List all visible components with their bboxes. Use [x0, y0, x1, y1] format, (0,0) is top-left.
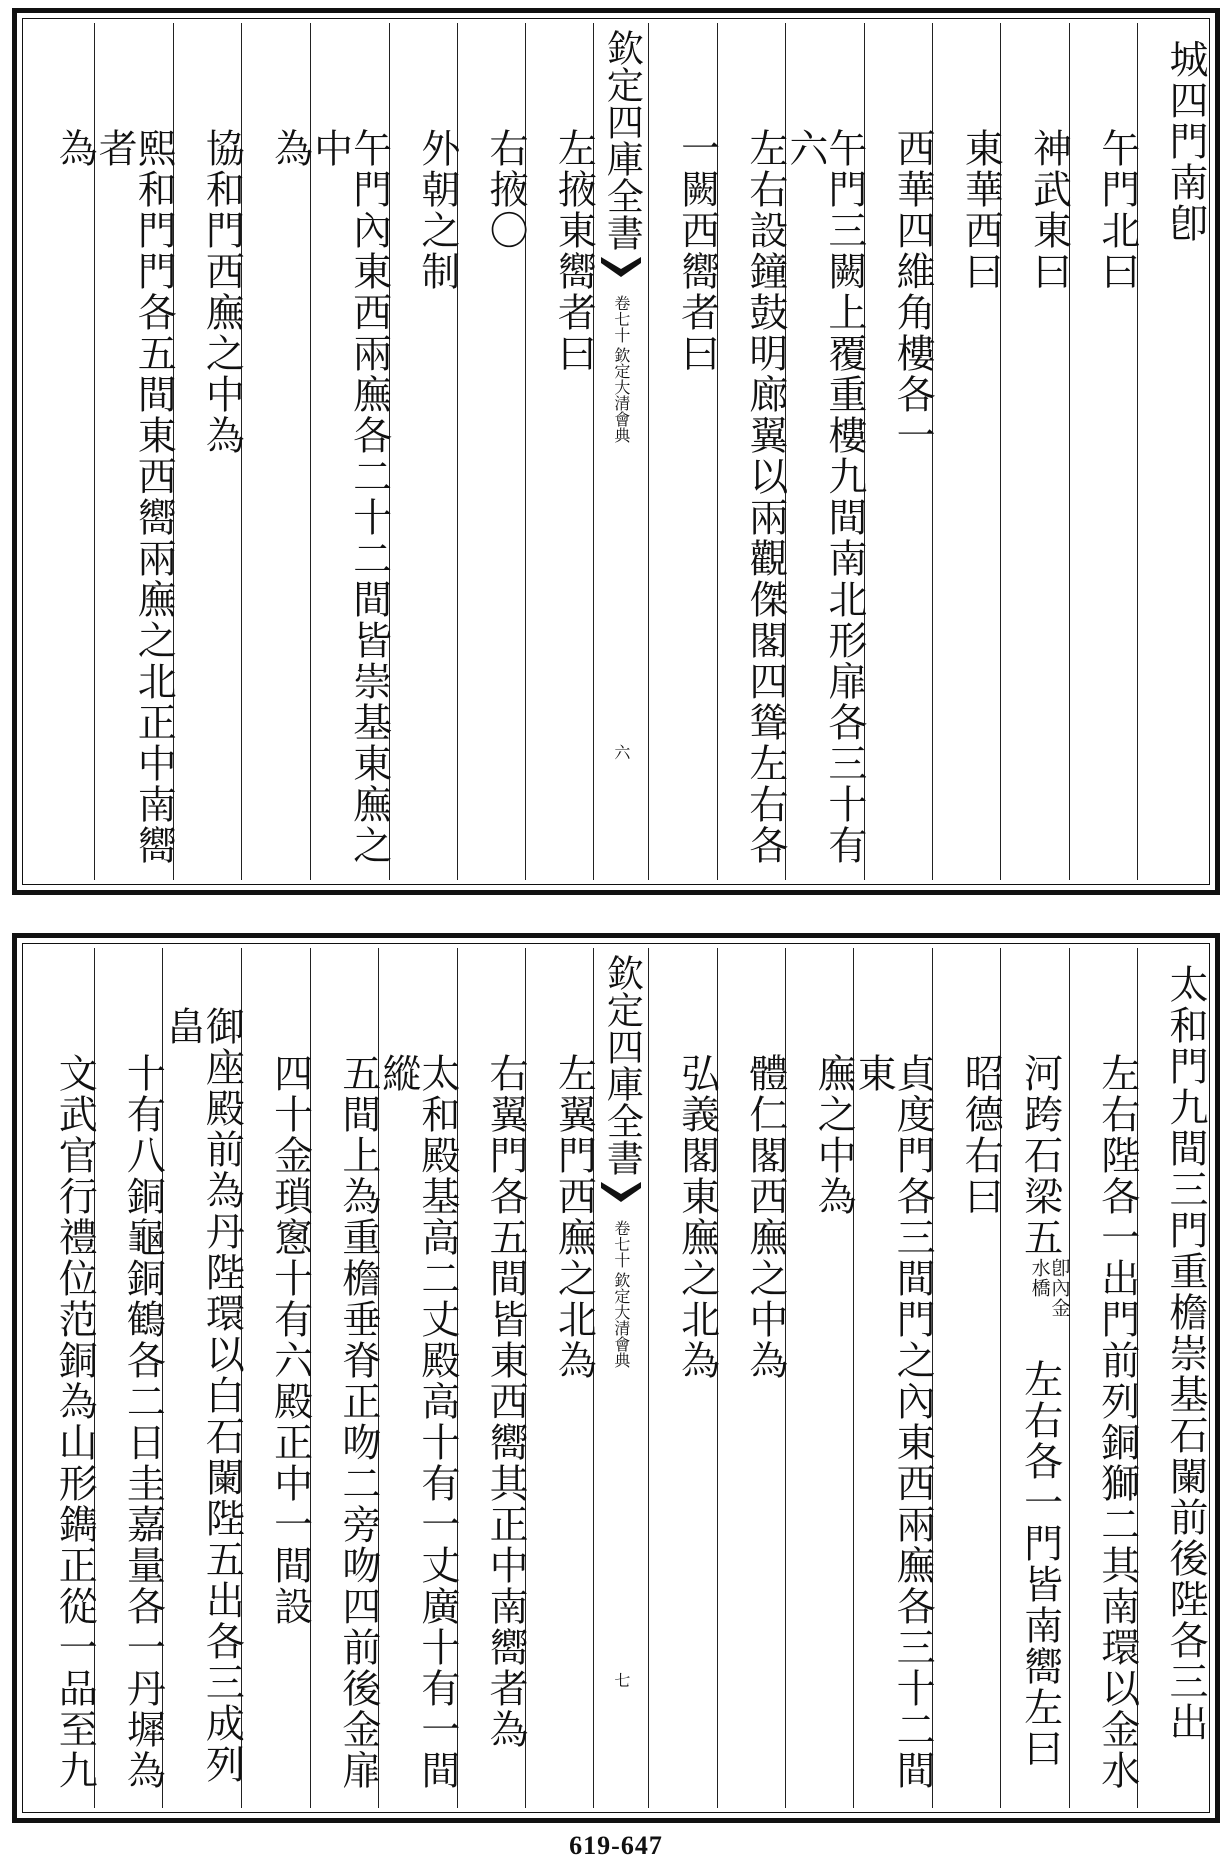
text-column: 十有八銅龜銅鶴各二日圭嘉量各一丹墀為 [94, 948, 162, 1808]
text-column: 左翼門西廡之北為 [525, 948, 593, 1808]
center-subtitle [610, 295, 633, 443]
annotation-note [1029, 1258, 1069, 1318]
text-column: 御座殿前為丹陛環以白石闌陛五出各三成列畠 [162, 948, 241, 1808]
text-column: 外朝之制 [389, 23, 457, 880]
text-columns [27, 23, 1208, 880]
fish-tail-mark-icon [601, 1180, 641, 1208]
volume-name: 卷七十 [611, 1220, 631, 1268]
text-column: 一闕西嚮者曰 [648, 23, 716, 880]
text-column: 為 [241, 23, 309, 880]
text-column: 文武官行禮位范銅為山形鐫正從一品至九 [52, 1053, 98, 1791]
text-run: 左右各一門皆南嚮左曰 [1017, 1359, 1063, 1769]
text-column: 貞度門各三間門之內東西兩廡各三十二間東 [853, 948, 932, 1808]
text-columns [27, 948, 1208, 1808]
text-column: 熙和門門各五間東西嚮兩廡之北正中南嚮者 [94, 23, 173, 880]
page-bottom [12, 933, 1220, 1823]
text-column: 神武東曰 [1000, 23, 1068, 880]
text-column: 昭德右曰 [932, 948, 1000, 1808]
text-column: 午門內東西兩廡各二十二間皆崇基東廡之中 [310, 23, 389, 880]
center-subtitle [610, 1220, 633, 1368]
text-column: 東華西曰 [932, 23, 1000, 880]
folio-number: 六 [611, 744, 631, 760]
text-column: 弘義閣東廡之北為 [648, 948, 716, 1808]
note-line: 卽內金 [1048, 1258, 1071, 1318]
text-column: 體仁閣西廡之中為 [717, 948, 785, 1808]
text-column: 城四門南卽 [1137, 23, 1205, 880]
note-line: 水橋 [1028, 1258, 1051, 1298]
center-margin [593, 948, 648, 1808]
book-title: 欽定四庫全書 [600, 954, 644, 1176]
text-column [1000, 948, 1071, 1808]
text-column: 右掖〇 [457, 23, 525, 880]
text-column: 午門北曰 [1069, 23, 1137, 880]
text-column: 廡之中為 [785, 948, 853, 1808]
page-top [12, 8, 1220, 895]
text-column: 左掖東嚮者曰 [525, 23, 593, 880]
page-number: 619-647 [569, 1831, 663, 1860]
fish-tail-mark-icon [601, 255, 641, 283]
text-column: 左右陛各一出門前列銅獅二其南環以金水 [1069, 948, 1137, 1808]
text-column: 西華四維角樓各一 [864, 23, 932, 880]
folio-number: 七 [611, 1672, 631, 1688]
book-title: 欽定四庫全書 [600, 29, 644, 251]
text-column: 太和殿基高二丈殿高十有一丈廣十有一間縱 [378, 948, 457, 1808]
volume-name: 卷七十 [611, 295, 631, 343]
book-name: 欽定大清會典 [611, 347, 631, 443]
text-column: 左右設鐘鼓明廊翼以兩觀傑閣四聳左右各 [717, 23, 785, 880]
text-column: 為 [52, 128, 98, 169]
text-column: 太和門九間三門重檐崇基石闌前後陛各三出 [1137, 948, 1205, 1808]
text-run: 河跨石梁五 [1017, 1053, 1063, 1258]
text-column: 四十金瑣窻十有六殿正中一間設 [241, 948, 309, 1808]
text-column: 右翼門各五間皆東西嚮其正中南嚮者為 [457, 948, 525, 1808]
text-column: 午門三闕上覆重樓九間南北形扉各三十有六 [785, 23, 864, 880]
center-margin [593, 23, 648, 880]
text-column: 五間上為重檐垂脊正吻二旁吻四前後金扉 [310, 948, 378, 1808]
book-name: 欽定大清會典 [611, 1272, 631, 1368]
text-column: 協和門西廡之中為 [173, 23, 241, 880]
